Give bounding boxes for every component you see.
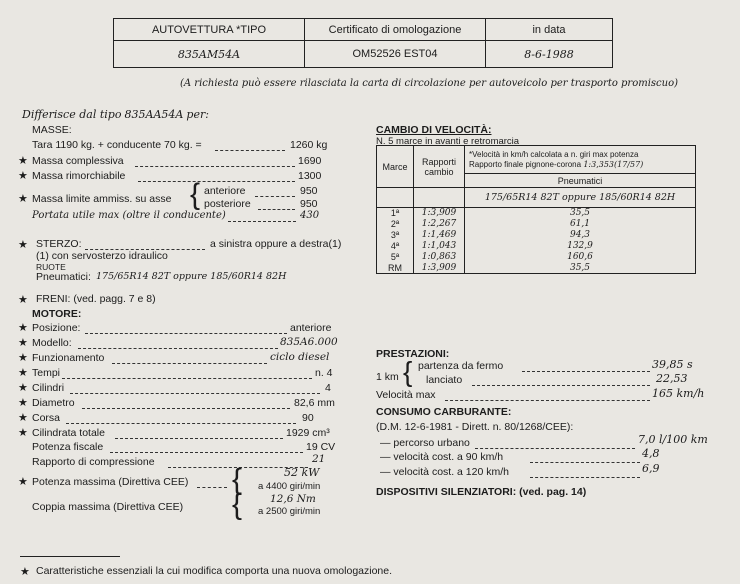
urbano-label: — percorso urbano [380, 437, 470, 449]
speed-note-line2 [469, 160, 695, 170]
sterzo-text: a sinistra oppure a destra(1) [210, 238, 342, 250]
coppia-max-value: 12,6 Nm [270, 493, 316, 505]
lanciato-label: lanciato [426, 374, 463, 386]
urbano-label-text: percorso urbano [393, 437, 470, 449]
portata-value: 430 [300, 210, 320, 221]
gear-speed-cell: 160,6 [465, 252, 696, 263]
col-speed-note [465, 146, 696, 174]
gear-ratio-cell: 1:1,469 [414, 230, 465, 241]
final-ratio: 1:3,353(17/57) [583, 159, 644, 169]
corsa-label: Corsa [32, 412, 61, 424]
star-marker: ★ [18, 382, 28, 394]
star-marker: ★ [18, 367, 28, 379]
v90-value: 4,8 [642, 447, 660, 460]
anteriore-value: 950 [300, 185, 318, 197]
header-col1-label: AUTOVETTURA *TIPO [114, 19, 305, 41]
funzionamento-label: Funzionamento [32, 352, 105, 364]
star-marker: ★ [18, 239, 28, 251]
pneumatici-label: Pneumatici: [36, 271, 91, 283]
speed-note-line1: *Velocità in km/h calcolata a n. giri max potenza [469, 149, 639, 159]
gearbox-table [376, 145, 696, 274]
gear-ratio-cell: 1:0,863 [414, 252, 465, 263]
gear-gear-cell: RM [377, 263, 414, 274]
differs-label: Differisce dal tipo [22, 108, 122, 121]
partenza-label: partenza da fermo [418, 360, 504, 372]
gear-speed-cell: 61,1 [465, 219, 696, 230]
tara-label: Tara 1190 kg. + conducente 70 kg. = [32, 139, 202, 151]
tyre-value: 175/65R14 82T oppure 185/60R14 82H [465, 188, 696, 208]
star-marker: ★ [18, 427, 28, 439]
massa-limite-label: Massa limite ammiss. su asse [32, 193, 172, 205]
coppia-max-rpm: a 2500 giri/min [258, 506, 321, 517]
posteriore-value: 950 [300, 198, 318, 210]
gear-row [377, 230, 696, 241]
gear-gear-cell: 2ª [377, 219, 414, 230]
posizione-value: anteriore [290, 322, 332, 334]
masses-title: MASSE: [32, 124, 72, 136]
header-col1-value: 835AM54A [114, 41, 305, 68]
differs-suffix: per: [186, 108, 209, 121]
gear-gear-cell: 4ª [377, 241, 414, 252]
urbano-value: 7,0 l/100 km [638, 433, 708, 446]
corsa-value: 90 [302, 412, 314, 424]
star-marker: ★ [18, 170, 28, 182]
funzionamento-value: ciclo diesel [270, 351, 330, 363]
gear-speed-cell: 35,5 [465, 263, 696, 274]
footnote-rule [20, 556, 120, 557]
gear-ratio-cell: 1:1,043 [414, 241, 465, 252]
coppia-max-label: Coppia massima (Direttiva CEE) [32, 501, 184, 513]
col-marce: Marce [377, 146, 414, 188]
cilindri-label: Cilindri [32, 382, 65, 394]
star-marker: ★ [18, 412, 28, 424]
col-rapporti: Rapporti cambio [414, 146, 465, 188]
gear-gear-cell: 1ª [377, 208, 414, 219]
modello-value: 835A6.000 [280, 336, 338, 348]
portata-label: Portata utile max (oltre il conducente) [32, 210, 226, 221]
gear-speed-cell: 132,9 [465, 241, 696, 252]
gear-row [377, 263, 696, 274]
v90-label-text: velocità cost. a 90 km/h [393, 451, 504, 463]
prestazioni-title: PRESTAZIONI: [376, 348, 450, 360]
star-marker: ★ [18, 476, 28, 488]
massa-rimorchiabile-label: Massa rimorchiabile [32, 170, 126, 182]
brace: { [403, 356, 413, 387]
servosterzo-note: (1) con servosterzo idraulico [36, 250, 168, 262]
tempi-value: n. 4 [315, 367, 333, 379]
cilindrata-value: 1929 cm³ [286, 427, 330, 439]
consumo-title: CONSUMO CARBURANTE: [376, 406, 512, 418]
gearbox-subtitle: N. 5 marce in avanti e retromarcia [376, 136, 520, 147]
lanciato-value: 22,53 [656, 372, 688, 385]
tempi-label: Tempi [32, 367, 61, 379]
differs-value: 835AA54A [124, 108, 184, 121]
sterzo-title: STERZO: [36, 238, 82, 250]
footnote: Caratteristiche essenziali la cui modifica comporta una nuova omologazione. [36, 565, 393, 577]
star-marker: ★ [18, 294, 28, 306]
brace: { [190, 178, 201, 211]
massa-complessiva-label: Massa complessiva [32, 155, 124, 167]
star-marker: ★ [18, 322, 28, 334]
gearbox-title: CAMBIO DI VELOCITÀ: [376, 124, 492, 136]
v120-value: 6,9 [642, 462, 660, 475]
gear-speed-cell: 35,5 [465, 208, 696, 219]
star-marker: ★ [18, 352, 28, 364]
potenza-max-label: Potenza massima (Direttiva CEE) [32, 476, 189, 488]
potenza-fiscale-label: Potenza fiscale [32, 441, 104, 453]
star-marker: ★ [18, 155, 28, 167]
posteriore-label: posteriore [204, 198, 251, 210]
gear-ratio-cell: 1:2,267 [414, 219, 465, 230]
modello-label: Modello: [32, 337, 72, 349]
v90-label: — velocità cost. a 90 km/h [380, 451, 504, 463]
differs-line [22, 108, 209, 121]
v120-label-text: velocità cost. a 120 km/h [393, 466, 509, 478]
motore-title: MOTORE: [32, 308, 82, 320]
ruote-label: RUOTE [36, 262, 66, 272]
diametro-value: 82,6 mm [294, 397, 335, 409]
potenza-max-rpm: a 4400 giri/min [258, 481, 321, 492]
gear-speed-cell: 94,3 [465, 230, 696, 241]
potenza-max-value: 52 kW [284, 466, 320, 479]
speed-note-final: Rapporto finale pignone-corona [469, 159, 582, 169]
header-col3-value: 8-6-1988 [486, 41, 613, 68]
tara-value: 1260 kg [290, 139, 328, 151]
star-marker: ★ [18, 397, 28, 409]
gear-row [377, 208, 696, 219]
massa-rimorchiabile-value: 1300 [298, 170, 322, 182]
gear-gear-cell: 5ª [377, 252, 414, 263]
anteriore-label: anteriore [204, 185, 246, 197]
header-table [113, 18, 613, 68]
gear-row [377, 219, 696, 230]
gear-ratio-cell: 1:3,909 [414, 208, 465, 219]
header-col2-label: Certificato di omologazione [305, 19, 486, 41]
diametro-label: Diametro [32, 397, 75, 409]
velocita-value: 165 km/h [652, 387, 705, 400]
cilindri-value: 4 [325, 382, 331, 394]
rapporto-value: 21 [312, 453, 326, 465]
km-label: 1 km [376, 371, 399, 383]
header-col3-label: in data [486, 19, 613, 41]
header-col2-value: OM52526 EST04 [305, 41, 486, 68]
v120-label: — velocità cost. a 120 km/h [380, 466, 509, 478]
gear-gear-cell: 3ª [377, 230, 414, 241]
pneumatici-header: Pneumatici [465, 174, 696, 188]
partenza-value: 39,85 s [652, 358, 693, 371]
star-marker: ★ [18, 193, 28, 205]
brace: { [232, 463, 243, 496]
freni-line: FRENI: (ved. pagg. 7 e 8) [36, 293, 156, 305]
gear-row [377, 241, 696, 252]
consumo-ref: (D.M. 12-6-1981 - Dirett. n. 80/1268/CEE): [376, 421, 574, 433]
velocita-label: Velocità max [376, 389, 436, 401]
brace: { [232, 488, 243, 521]
gear-row [377, 252, 696, 263]
cilindrata-label: Cilindrata totale [32, 427, 105, 439]
star-marker: ★ [20, 566, 30, 578]
dispositivi-line: DISPOSITIVI SILENZIATORI: (ved. pag. 14) [376, 486, 587, 498]
posizione-label: Posizione: [32, 322, 81, 334]
rapporto-label: Rapporto di compressione [32, 456, 155, 468]
massa-complessiva-value: 1690 [298, 155, 322, 167]
potenza-fiscale-value: 19 CV [306, 441, 336, 453]
request-note: (A richiesta può essere rilasciata la carta di circolazione per autoveicolo per trasporto promiscuo) [180, 78, 679, 89]
pneumatici-value: 175/65R14 82T oppure 185/60R14 82H [96, 271, 287, 282]
gear-ratio-cell: 1:3,909 [414, 263, 465, 274]
star-marker: ★ [18, 337, 28, 349]
